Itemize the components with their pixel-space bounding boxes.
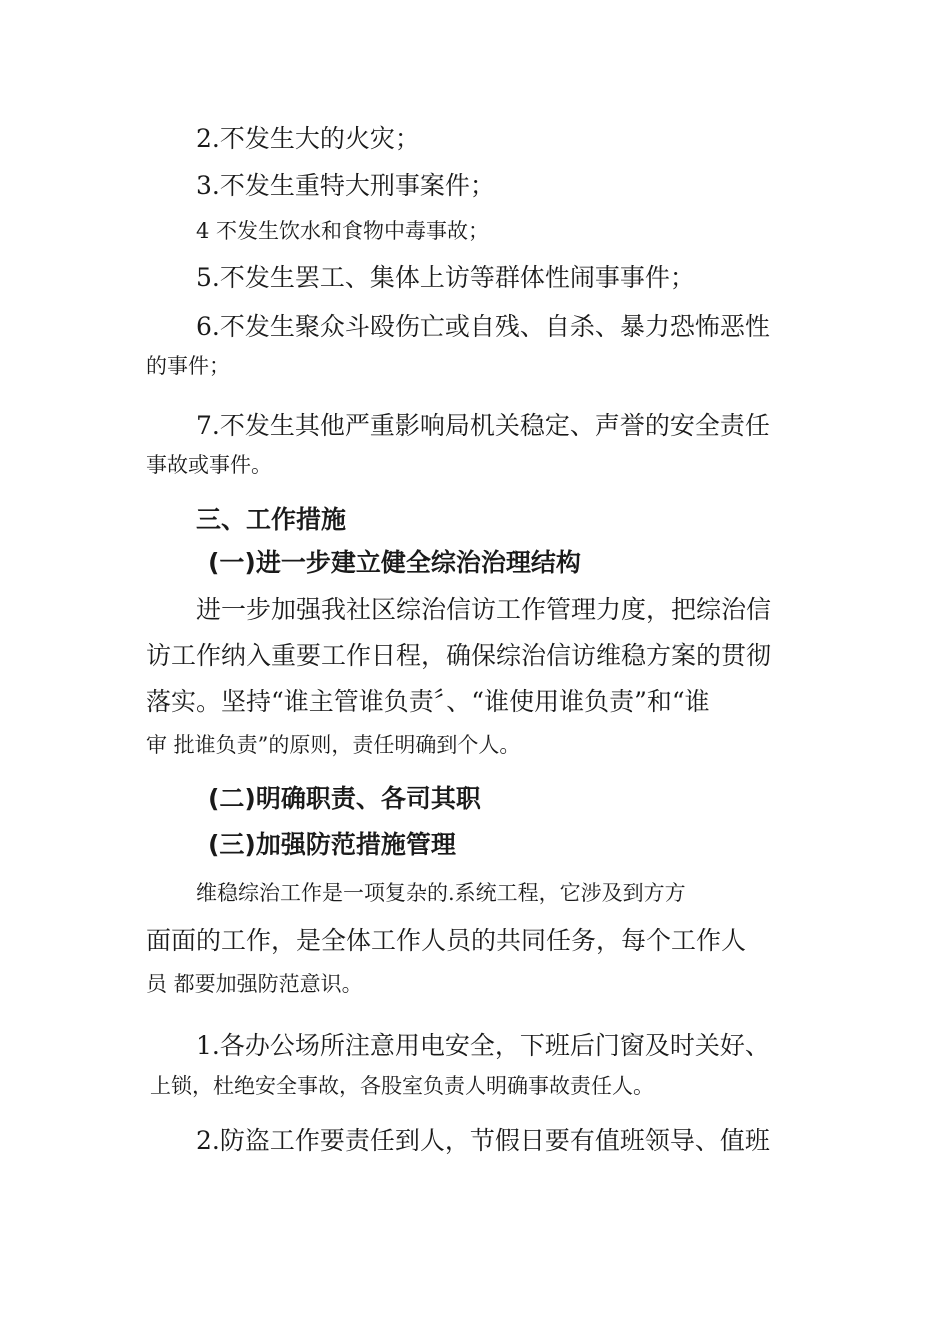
para-1-line-2: 访工作纳入重要工作日程，确保综治信访维稳方案的贯彻 [146, 641, 772, 670]
subsection-3-heading: (三)加强防范措施管理 [208, 830, 456, 859]
item-3-text: 3.不发生重特大刑事案件； [196, 171, 495, 200]
item-5-text: 5.不发生罢工、集体上访等群体性闹事事件； [196, 263, 695, 292]
para-1-line-1: 进一步加强我社区综治信访工作管理力度，把综治信 [196, 595, 772, 624]
measure-1-line-1: 1.各办公场所注意用电安全，下班后门窗及时关好、 [196, 1031, 770, 1060]
para-2-line-3: 员 都要加强防范意识。 [146, 972, 363, 996]
measure-1-line-2: 上锁，杜绝安全事故，各股室负责人明确事故责任人。 [150, 1074, 654, 1098]
item-6-line-2: 的事件； [146, 354, 230, 378]
subsection-2-heading: (二)明确职责、各司其职 [208, 784, 481, 813]
subsection-1-heading: (一)进一步建立健全综治治理结构 [208, 548, 581, 577]
item-7-line-1: 7.不发生其他严重影响局机关稳定、声誉的安全责任 [196, 411, 770, 440]
para-1-line-4: 审 批谁负责”的原则，责任明确到个人。 [146, 733, 521, 757]
para-2-line-2: 面面的工作，是全体工作人员的共同任务，每个工作人 [146, 926, 747, 955]
item-6-line-1: 6.不发生聚众斗殴伤亡或自残、自杀、暴力恐怖恶性 [196, 312, 770, 341]
measure-2-line-1: 2.防盗工作要责任到人，节假日要有值班领导、值班 [196, 1126, 770, 1155]
item-2-text: 2.不发生大的火灾； [196, 124, 420, 153]
para-1-line-3: 落实。坚持“谁主管谁负责〞、“谁使用谁负责”和“谁 [146, 687, 710, 716]
section-3-heading: 三、工作措施 [196, 505, 347, 534]
item-4-text: 4 不发生饮水和食物中毒事故； [196, 219, 490, 243]
item-7-line-2: 事故或事件。 [146, 453, 272, 477]
para-2-line-1: 维稳综治工作是一项复杂的.系统工程，它涉及到方方 [196, 881, 686, 905]
